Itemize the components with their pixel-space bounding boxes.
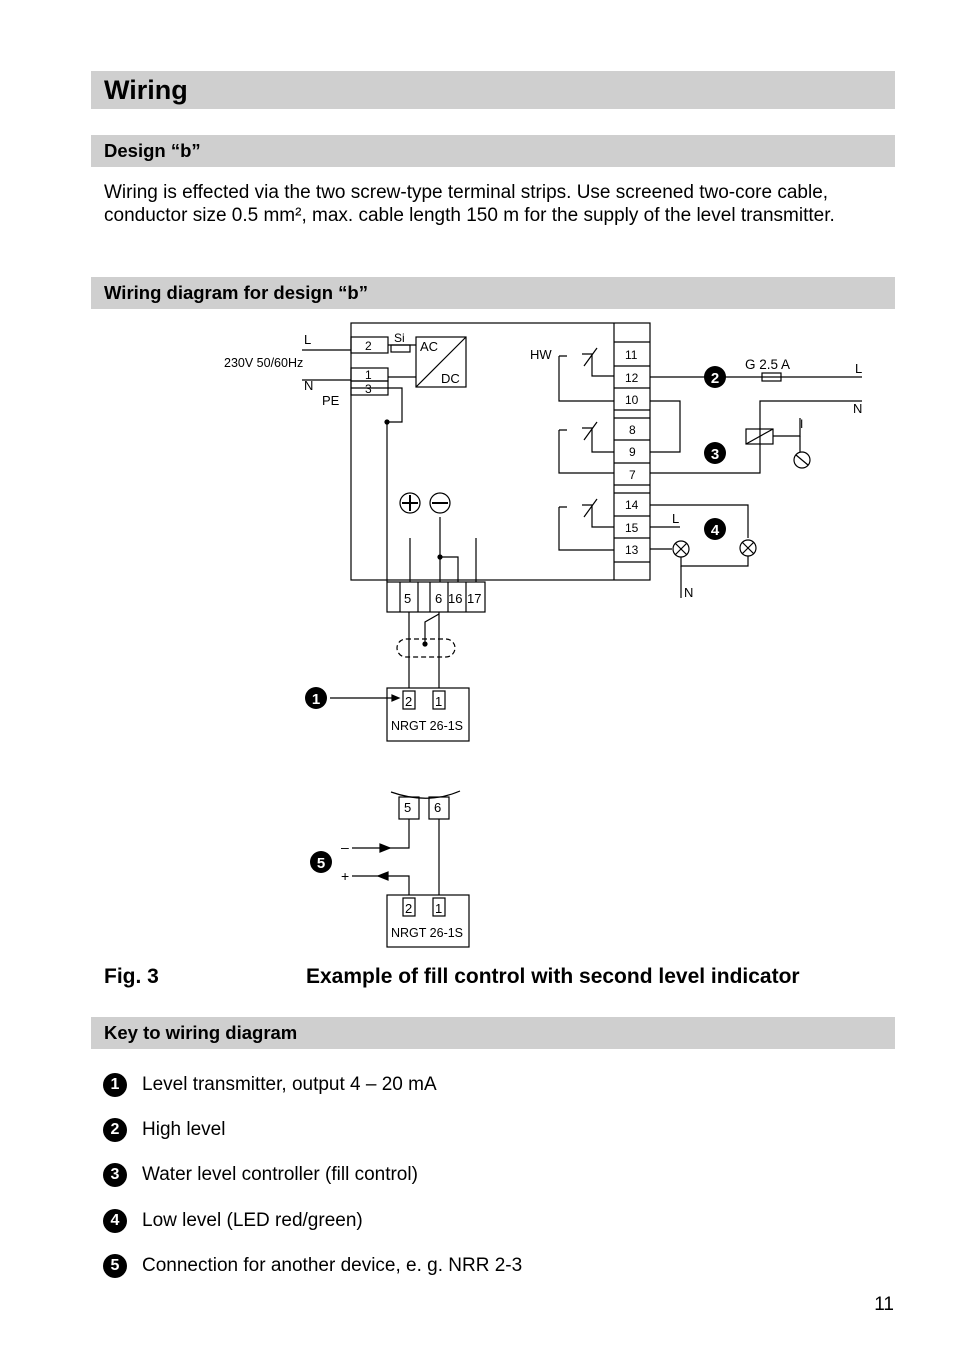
section-heading-wiring: Wiring [91, 71, 895, 109]
marker-5 [310, 851, 332, 873]
svg-text:2: 2 [710, 370, 720, 387]
label-supply: 230V 50/60Hz [224, 356, 304, 370]
terminal-1: 1 [365, 368, 372, 382]
key-text: Water level controller (fill control) [142, 1164, 418, 1185]
wiring-description: Wiring is effected via the two screw-type terminal strips. Use screened two-core cable, conductor size 0.5 mm², max. cable length 150 m for the supply of the level transmitter. [104, 182, 835, 226]
key-number-badge: 3 [103, 1163, 127, 1187]
label-l-out: L [855, 361, 863, 376]
label-plus: + [341, 868, 350, 884]
svg-text:5: 5 [316, 855, 326, 872]
key-number-badge: 5 [103, 1254, 127, 1278]
terminal-8: 8 [629, 423, 636, 437]
label-minus: – [341, 839, 349, 855]
fuse-si-icon [391, 345, 410, 352]
terminal-17: 17 [467, 591, 482, 606]
key-number-badge: 2 [103, 1118, 127, 1142]
terminal-11: 11 [625, 348, 638, 362]
terminal-16: 16 [448, 591, 463, 606]
label-n-lamp: N [684, 585, 694, 600]
terminal-5: 5 [404, 591, 412, 606]
marker-3 [704, 442, 726, 464]
label-i: I [800, 417, 804, 431]
device2-label: NRGT 26-1S [391, 926, 464, 940]
page-number: 11 [874, 1294, 894, 1315]
marker-4 [704, 518, 726, 540]
terminal-10: 10 [625, 393, 639, 407]
terminal-13: 13 [625, 543, 639, 557]
label-n-out: N [853, 401, 863, 416]
marker-2 [704, 366, 726, 388]
terminal-2: 2 [365, 339, 372, 353]
terminal-14: 14 [625, 498, 639, 512]
terminal-3: 3 [365, 382, 372, 396]
svg-text:1: 1 [311, 691, 321, 708]
key-text: High level [142, 1119, 226, 1140]
label-ac: AC [420, 339, 439, 354]
svg-text:4: 4 [710, 522, 720, 539]
terminal-12: 12 [625, 371, 639, 385]
extra-terminal-5: 5 [404, 800, 412, 815]
right-terminal-strip [614, 323, 650, 580]
svg-text:3: 3 [710, 446, 720, 463]
device1-terminal-1: 1 [435, 694, 443, 709]
extra-terminal-6: 6 [434, 800, 442, 815]
key-number-badge: 4 [103, 1209, 127, 1233]
marker-1 [305, 687, 327, 709]
label-l-supply: L [304, 332, 312, 347]
level-transmitter-1 [387, 688, 469, 741]
terminal-7: 7 [629, 468, 636, 482]
label-pe: PE [322, 393, 340, 408]
device2-terminal-1: 1 [435, 901, 443, 916]
label-hw: HW [530, 347, 552, 362]
device1-label: NRGT 26-1S [391, 719, 464, 733]
subheading-wiring-diagram: Wiring diagram for design “b” [91, 277, 895, 309]
terminal-9: 9 [629, 445, 636, 459]
device2-terminal-2: 2 [405, 901, 413, 916]
figure-label: Fig. 3 [104, 965, 159, 988]
subheading-design-b: Design “b” [91, 135, 895, 167]
terminal-15: 15 [625, 521, 639, 535]
key-text: Level transmitter, output 4 – 20 mA [142, 1074, 437, 1095]
label-l-lamp: L [672, 511, 680, 526]
label-dc: DC [441, 371, 460, 386]
terminal-6: 6 [435, 591, 443, 606]
label-fuse: G 2.5 A [745, 357, 791, 372]
left-terminal-strip [351, 337, 388, 396]
key-text: Low level (LED red/green) [142, 1210, 363, 1231]
device1-terminal-2: 2 [405, 694, 413, 709]
label-n-supply: N [304, 378, 314, 393]
subheading-key: Key to wiring diagram [91, 1017, 895, 1049]
figure-title: Example of fill control with second level indicator [306, 965, 800, 988]
bottom-terminal-strip [387, 582, 485, 612]
label-si: Si [394, 331, 405, 345]
key-number-badge: 1 [103, 1073, 127, 1097]
key-text: Connection for another device, e. g. NRR 2-3 [142, 1255, 523, 1276]
